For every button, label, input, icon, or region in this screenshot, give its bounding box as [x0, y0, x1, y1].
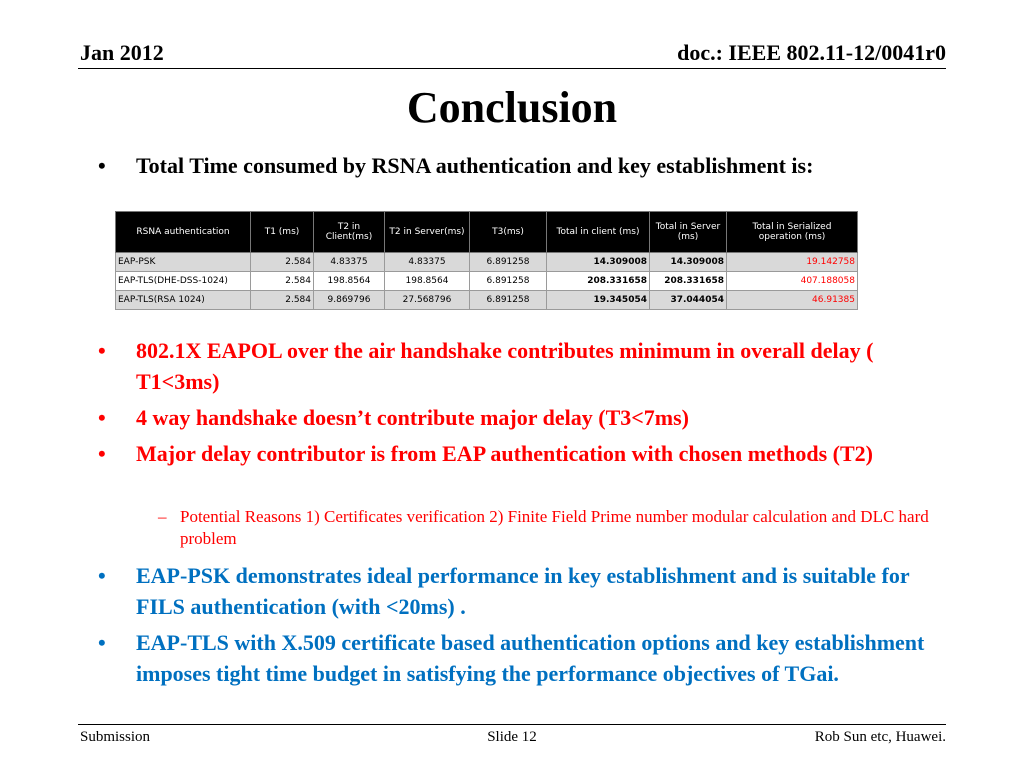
- table-header-cell: T3(ms): [470, 212, 547, 253]
- header-doc-id: doc.: IEEE 802.11-12/0041r0: [677, 40, 946, 65]
- table-row: [116, 291, 858, 310]
- bullet-icon: •: [98, 563, 106, 588]
- bullet-text: Total Time consumed by RSNA authentication and key establishment is:: [136, 153, 814, 178]
- table-cell: EAP-PSK: [116, 253, 251, 272]
- table-cell: 19.142758: [727, 253, 858, 272]
- table-cell: 407.188058: [727, 272, 858, 291]
- table-header-cell: RSNA authentication: [116, 212, 251, 253]
- sub-bullet-reasons: [158, 506, 948, 550]
- footer-divider: [78, 724, 946, 725]
- table-header-cell: Total in client (ms): [547, 212, 650, 253]
- table-cell: 46.91385: [727, 291, 858, 310]
- rsna-timing-table: [115, 211, 858, 310]
- table-header-cell: T1 (ms): [251, 212, 314, 253]
- bullet-text: EAP-TLS with X.509 certificate based authentication options and key establishment imposes tight time budget in satisfying the performance objectives of TGai.: [136, 630, 925, 686]
- sub-bullet-text: Potential Reasons 1) Certificates verification 2) Finite Field Prime number modular calculation and DLC hard problem: [180, 507, 929, 548]
- table-cell: 4.83375: [314, 253, 385, 272]
- table-cell: 198.8564: [385, 272, 470, 291]
- table-header-cell: T2 in Server(ms): [385, 212, 470, 253]
- table-header-cell: Total in Serialized operation (ms): [727, 212, 858, 253]
- bullet-icon: •: [98, 153, 106, 178]
- table-cell: 198.8564: [314, 272, 385, 291]
- table-cell: 9.869796: [314, 291, 385, 310]
- table-cell: 2.584: [251, 291, 314, 310]
- bullet-icon: •: [98, 630, 106, 655]
- footer-author: Rob Sun etc, Huawei.: [814, 729, 946, 745]
- table-cell: EAP-TLS(DHE-DSS-1024): [116, 272, 251, 291]
- bullet-eap-psk: [98, 560, 938, 622]
- bullet-text: 4 way handshake doesn’t contribute major delay (T3<7ms): [136, 405, 689, 430]
- table-cell: 27.568796: [385, 291, 470, 310]
- table-cell: 14.309008: [547, 253, 650, 272]
- bullet-text: Major delay contributor is from EAP authentication with chosen methods (T2): [136, 441, 873, 466]
- slide-title: Conclusion: [406, 83, 618, 132]
- table-cell: 208.331658: [547, 272, 650, 291]
- footer-submission: Submission: [80, 729, 151, 745]
- table-header-row: [116, 212, 858, 253]
- table-cell: 208.331658: [650, 272, 727, 291]
- table-cell: 19.345054: [547, 291, 650, 310]
- table-cell: 6.891258: [470, 272, 547, 291]
- bullet-four-way-handshake: [98, 402, 938, 433]
- table-cell: 14.309008: [650, 253, 727, 272]
- bullet-text: EAP-PSK demonstrates ideal performance in key establishment and is suitable for FILS authentication (with <20ms) .: [136, 563, 910, 619]
- bullet-icon: •: [98, 441, 106, 466]
- table-cell: 6.891258: [470, 253, 547, 272]
- table-cell: 4.83375: [385, 253, 470, 272]
- header-divider: [78, 68, 946, 69]
- table-cell: 6.891258: [470, 291, 547, 310]
- table-row: [116, 272, 858, 291]
- bullet-icon: •: [98, 338, 106, 363]
- bullet-major-delay: [98, 438, 898, 469]
- bullet-icon: •: [98, 405, 106, 430]
- table-header-cell: T2 in Client(ms): [314, 212, 385, 253]
- dash-icon: –: [158, 507, 167, 526]
- table-cell: 37.044054: [650, 291, 727, 310]
- table-cell: 2.584: [251, 272, 314, 291]
- table-row: [116, 253, 858, 272]
- bullet-text: 802.1X EAPOL over the air handshake contributes minimum in overall delay ( T1<3ms): [136, 338, 874, 394]
- table-cell: EAP-TLS(RSA 1024): [116, 291, 251, 310]
- bullet-intro: [98, 150, 813, 181]
- bullet-eapol: [98, 335, 938, 397]
- header-date: Jan 2012: [80, 40, 164, 65]
- table-header-cell: Total in Server (ms): [650, 212, 727, 253]
- table-cell: 2.584: [251, 253, 314, 272]
- bullet-eap-tls: [98, 627, 938, 689]
- footer-slide-number: Slide 12: [487, 729, 537, 745]
